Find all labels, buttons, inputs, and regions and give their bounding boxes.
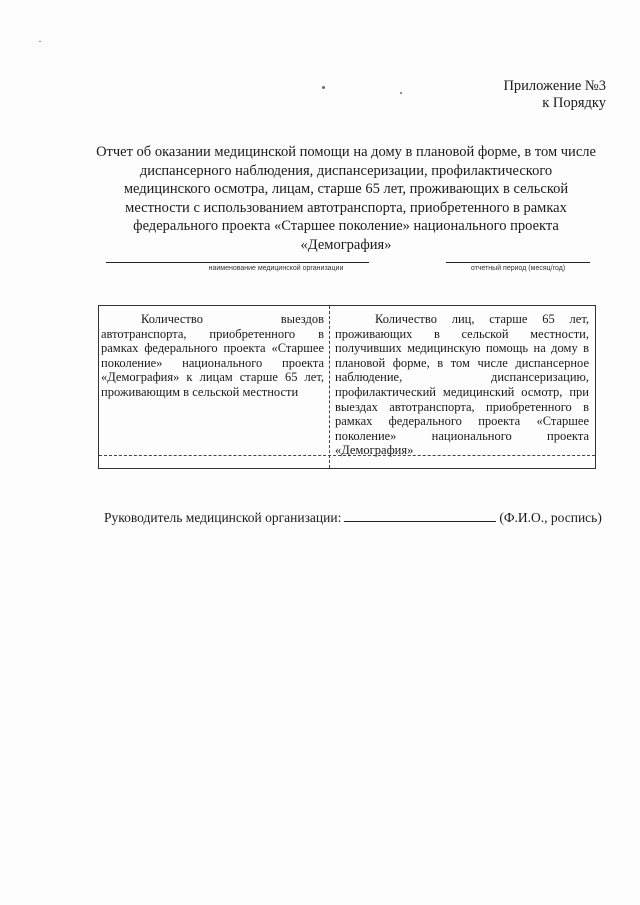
header-vehicle-trips: Количество выездов автотранспорта, приобретенного в рамках федерального проекта «Старшее поколение» национального проекта «Демография» к лицам старше 65 лет, проживающим в сельской местности	[101, 312, 324, 399]
scan-speck	[400, 92, 402, 94]
report-title: Отчет об оказании медицинской помощи на дому в плановой форме, в том числе диспансерного наблюдения, диспансеризации, профилактического медицинского осмотра, лицам, старше 65 лет, проживающих в сельской местности с использованием автотранспорта, приобретенного в рамках федерального проекта «Старшее поколение» национального проекта «Демография»	[96, 144, 596, 253]
scan-speck	[322, 86, 325, 89]
table-header-cell	[101, 312, 324, 400]
report-table	[98, 305, 596, 469]
appendix-reference: к Порядку	[542, 95, 606, 111]
table-data-cell[interactable]	[101, 458, 324, 468]
header-persons-served: Количество лиц, старше 65 лет, проживающих в сельской местности, получивших медицинскую помощь на дому в плановой форме, в том числе диспансерное наблюдение, диспансеризацию, профилактический медицинский осмотр, при выездах автотранспорта, приобретенного в рамках федерального проекта «Старшее поколение» национального проекта «Демография»	[335, 312, 589, 458]
scan-speck	[39, 41, 41, 42]
period-field-line	[446, 262, 590, 263]
signature-line	[104, 509, 602, 526]
table-column-divider	[329, 306, 330, 468]
organization-field-label: наименование медицинской организации	[208, 265, 344, 272]
signature-label: Руководитель медицинской организации:	[104, 510, 342, 525]
appendix-number: Приложение №3	[503, 78, 606, 94]
table-header-cell	[335, 312, 589, 458]
table-data-cell[interactable]	[335, 458, 589, 468]
signature-suffix: (Ф.И.О., роспись)	[499, 510, 602, 525]
appendix-header	[503, 78, 606, 112]
period-field-label: отчетный период (месяц/год)	[470, 265, 566, 272]
organization-field-line	[106, 262, 369, 263]
signature-blank[interactable]	[344, 509, 496, 522]
